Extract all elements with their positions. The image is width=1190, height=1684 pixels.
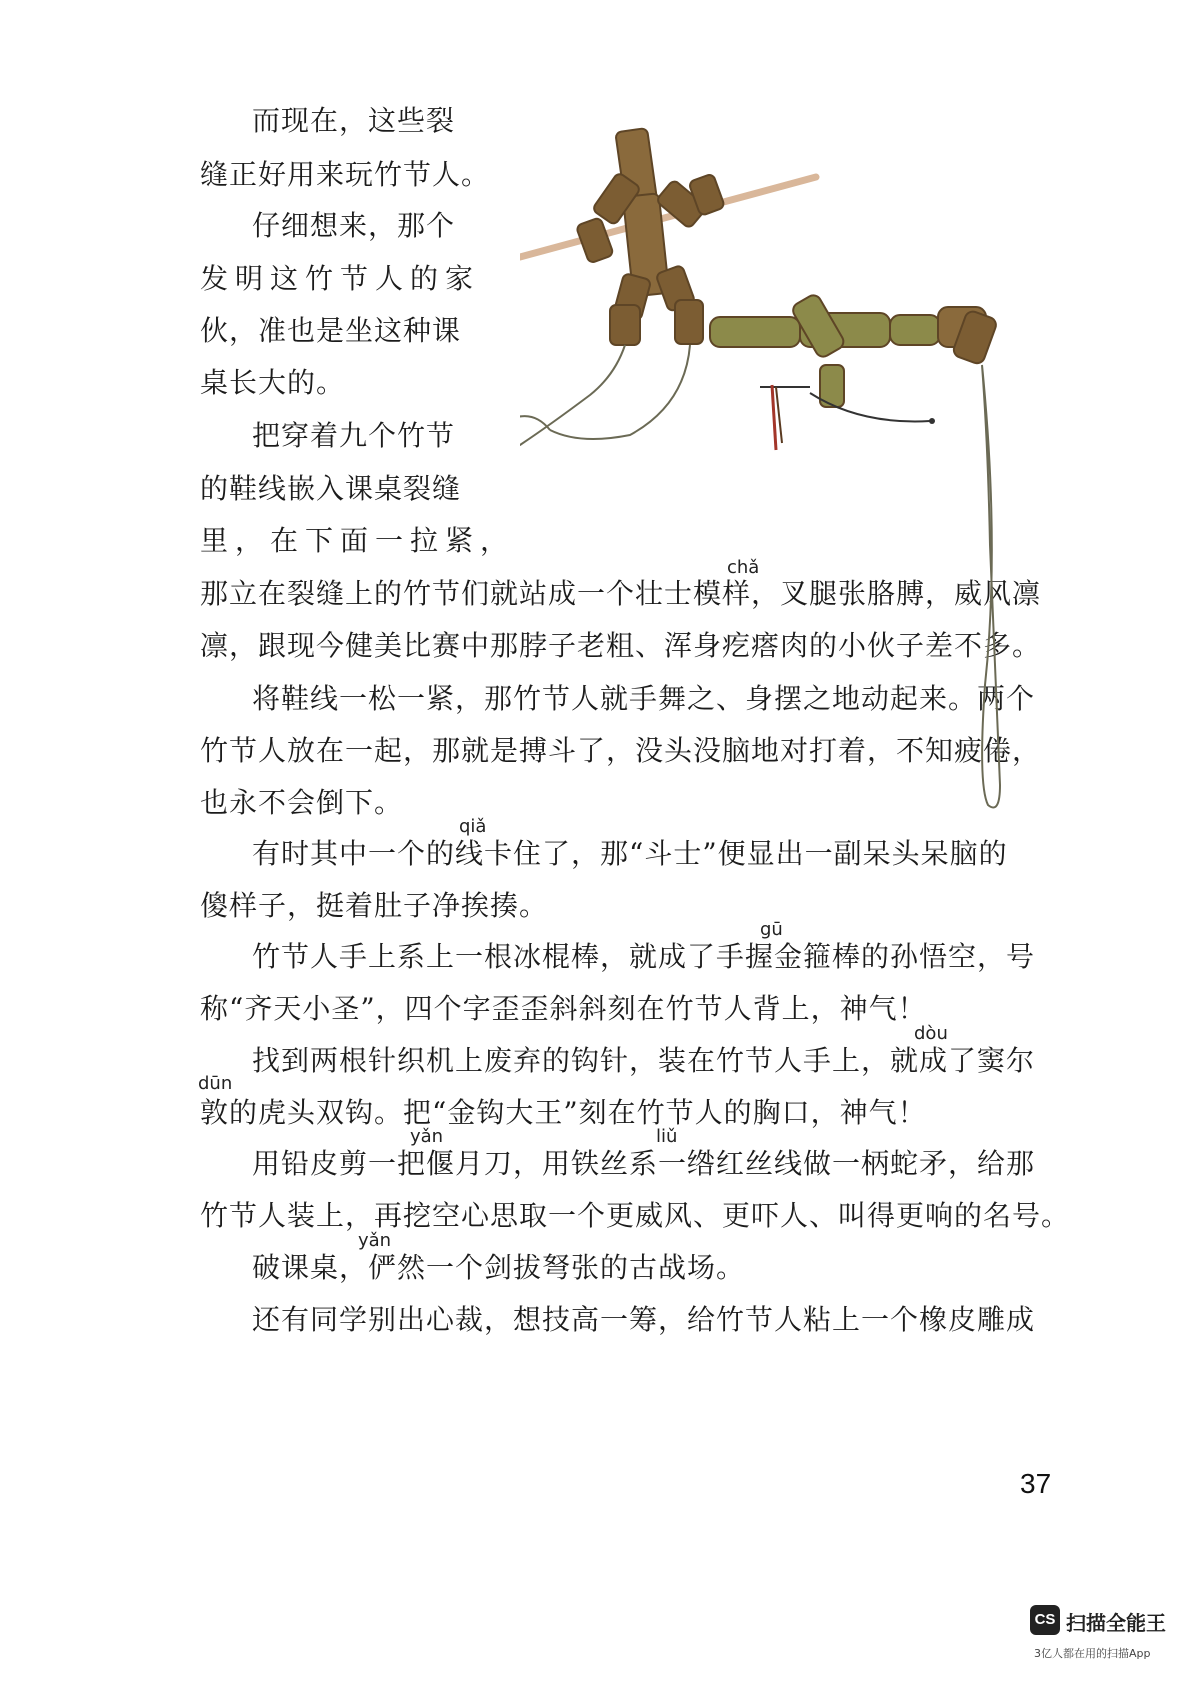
text-line: 将鞋线一松一紧，那竹节人就手舞之、身摆之地动起来。两个 [252, 682, 1036, 715]
pinyin-annotation: chǎ [727, 557, 760, 578]
text-line: 仔细想来，那个 [252, 209, 456, 242]
text-line: 用铅皮剪一把偃月刀，用铁丝系一绺红丝线做一柄蛇矛，给那 [252, 1147, 1036, 1180]
text-line: 竹节人放在一起，那就是搏斗了，没头没脑地对打着，不知疲倦， [200, 734, 1042, 767]
camscanner-logo-icon: CS [1030, 1605, 1060, 1635]
pinyin-annotation: yǎn [358, 1230, 392, 1251]
text-line: 竹节人手上系上一根冰棍棒，就成了手握金箍棒的孙悟空，号 [252, 940, 1036, 973]
text-line: 伙，准也是坐这种课 [200, 314, 462, 347]
text-line: 还有同学别出心裁，想技高一筹，给竹节人粘上一个橡皮雕成 [252, 1303, 1036, 1336]
bamboo-puppet-illustration [520, 125, 1080, 885]
pinyin-annotation: qiǎ [459, 816, 487, 837]
pinyin-annotation: dòu [914, 1023, 948, 1044]
text-line: 桌长大的。 [200, 366, 346, 399]
text-line: 有时其中一个的线卡住了，那“斗士”便显出一副呆头呆脑的 [252, 837, 1008, 870]
text-line: 那立在裂缝上的竹节们就站成一个壮士模样，叉腿张胳膊，威风凛 [200, 577, 1042, 610]
text-line: 发明这竹节人的家 [200, 262, 481, 295]
text-line: 找到两根针织机上废弃的钩针，装在竹节人手上，就成了窦尔 [252, 1044, 1036, 1077]
text-line: 缝正好用来玩竹节人。 [200, 158, 491, 191]
text-line: 而现在，这些裂 [252, 104, 456, 137]
page-number: 37 [1020, 1468, 1052, 1499]
pinyin-annotation: gū [760, 919, 783, 940]
text-line: 傻样子，挺着肚子净挨揍。 [200, 889, 549, 922]
text-line: 凛，跟现今健美比赛中那脖子老粗、浑身疙瘩肉的小伙子差不多。 [200, 629, 1042, 662]
text-line: 的鞋线嵌入课桌裂缝 [200, 472, 462, 505]
text-line: 称“齐天小圣”，四个字歪歪斜斜刻在竹节人背上，神气！ [200, 992, 927, 1025]
text-line: 也永不会倒下。 [200, 786, 404, 819]
pinyin-annotation: yǎn [410, 1126, 444, 1147]
watermark-brand: 扫描全能王 [1066, 1611, 1166, 1635]
text-line: 敦的虎头双钩。把“金钩大王”刻在竹节人的胸口，神气！ [200, 1096, 927, 1129]
text-line: 里，在下面一拉紧， [200, 524, 516, 557]
pinyin-annotation: dūn [198, 1073, 233, 1094]
text-line: 把穿着九个竹节 [252, 419, 456, 452]
scanner-watermark [1030, 1605, 1170, 1675]
text-line: 破课桌，俨然一个剑拔弩张的古战场。 [252, 1251, 746, 1284]
pinyin-annotation: liǔ [656, 1126, 678, 1147]
text-line: 竹节人装上，再挖空心思取一个更威风、更吓人、叫得更响的名号。 [200, 1199, 1071, 1232]
watermark-tagline: 3亿人都在用的扫描App [1034, 1647, 1151, 1660]
